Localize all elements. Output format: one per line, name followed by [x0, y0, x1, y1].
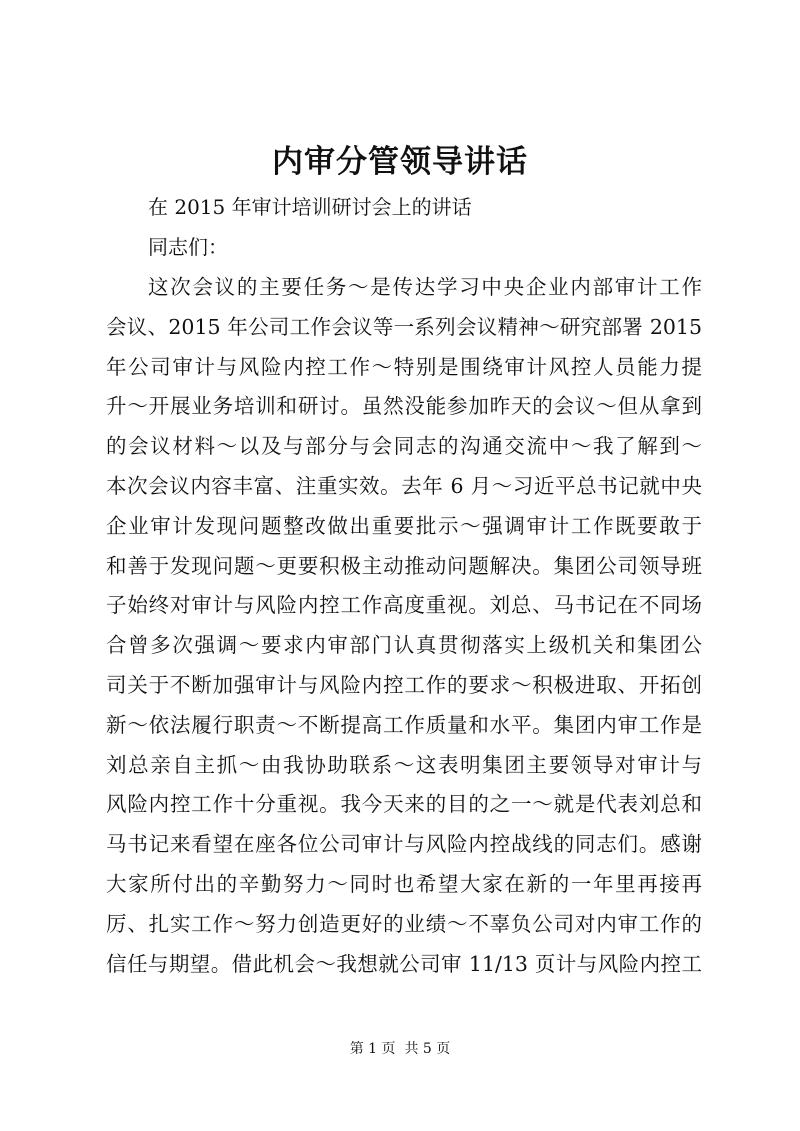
paragraph-line: 风险内控工作十分重视。我今天来的目的之一～就是代表刘总和	[106, 792, 702, 817]
paragraph-line: 年公司审计与风险内控工作～特别是围绕审计风控人员能力提	[106, 354, 702, 379]
page-title: 内审分管领导讲话	[272, 144, 528, 180]
paragraph-line: 会议、2015 年公司工作会议等一系列会议精神～研究部署 2015	[106, 314, 702, 339]
paragraph-line: 企业审计发现问题整改做出重要批示～强调审计工作既要敢于	[106, 513, 702, 538]
greeting: 同志们：	[148, 235, 228, 259]
paragraph-line: 和善于发现问题～更要积极主动推动问题解决。集团公司领导班	[106, 553, 702, 578]
body-paragraph	[106, 268, 702, 984]
paragraph-line: 新～依法履行职责～不断提高工作质量和水平。集团内审工作是	[106, 712, 702, 737]
paragraph-line: 子始终对审计与风险内控工作高度重视。刘总、马书记在不同场	[106, 593, 702, 618]
paragraph-line: 刘总亲自主抓～由我协助联系～这表明集团主要领导对审计与	[106, 752, 702, 777]
speech-subtitle: 在 2015 年审计培训研讨会上的讲话	[148, 195, 472, 219]
paragraph-line: 信任与期望。借此机会～我想就公司审 11/13 页计与风险内控工	[106, 951, 702, 976]
page-footer: 第 1 页 共 5 页	[349, 1041, 451, 1057]
paragraph-line: 大家所付出的辛勤努力～同时也希望大家在新的一年里再接再	[106, 871, 702, 896]
paragraph-line: 这次会议的主要任务～是传达学习中央企业内部审计工作	[148, 275, 702, 299]
paragraph-line: 合曾多次强调～要求内审部门认真贯彻落实上级机关和集团公	[106, 633, 702, 658]
paragraph-line: 本次会议内容丰富、注重实效。去年 6 月～习近平总书记就中央	[106, 473, 702, 498]
paragraph-line: 厉、扎实工作～努力创造更好的业绩～不辜负公司对内审工作的	[106, 911, 702, 936]
paragraph-line: 升～开展业务培训和研讨。虽然没能参加昨天的会议～但从拿到	[106, 394, 702, 419]
paragraph-line: 的会议材料～以及与部分与会同志的沟通交流中～我了解到～	[106, 434, 702, 459]
paragraph-line: 马书记来看望在座各位公司审计与风险内控战线的同志们。感谢	[106, 832, 702, 857]
paragraph-line: 司关于不断加强审计与风险内控工作的要求～积极进取、开拓创	[106, 672, 702, 697]
